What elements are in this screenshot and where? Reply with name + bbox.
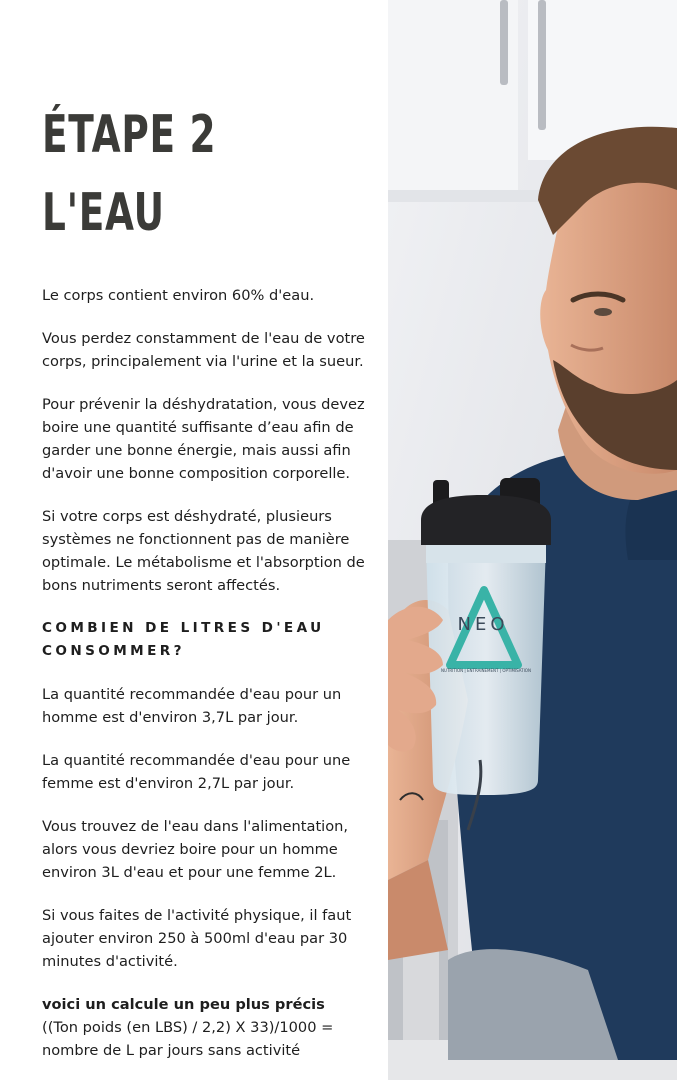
bottle-tagline: NUTRITION | ENTRAINEMENT | OPTIMISATION [441, 668, 531, 673]
section-paragraph-4: Si vous faites de l'activité physique, il faut ajouter environ 250 à 500ml d'eau par 30 minutes d'activité. [42, 907, 352, 970]
cabinet-handle-2 [538, 0, 546, 130]
man-drinking-shaker-illustration [388, 0, 677, 1080]
intro-paragraph-3: Pour prévenir la déshydratation, vous devez boire une quantité suffisante d’eau afin de garder une bonne énergie, mais aussi afin d'avoir une bonne composition corporelle. [42, 396, 365, 482]
section-heading: COMBIEN DE LITRES D'EAU CONSOMMER? [42, 620, 325, 659]
section-paragraph-3: Vous trouvez de l'eau dans l'alimentation, alors vous devriez boire pour un homme environ 3L d'eau et pour une femme 2L. [42, 818, 349, 881]
cabinet-handle [500, 0, 508, 85]
cabinet-left [388, 0, 518, 190]
intro-paragraph-2: Vous perdez constamment de l'eau de votre corps, principalement via l'urine et la sueur. [42, 330, 365, 370]
article-body [42, 284, 382, 1062]
section-paragraph-2: La quantité recommandée d'eau pour une femme est d'environ 2,7L par jour. [42, 752, 351, 792]
title-line-1: ÉTAPE 2 [42, 105, 217, 165]
bottle-lid [421, 495, 551, 545]
bottle-brand: NEO [457, 614, 509, 635]
intro-paragraph-1: Le corps contient environ 60% d'eau. [42, 287, 315, 304]
page-title [42, 96, 216, 252]
hero-photo [388, 0, 677, 1080]
intro-paragraph-4: Si votre corps est déshydraté, plusieurs systèmes ne fonctionnent pas de manière optimale. Le métabolisme et l'absorption de bons nutriments seront affectés. [42, 508, 365, 594]
calculation-label: voici un calcule un peu plus précis [42, 996, 325, 1013]
title-line-2: L'EAU [42, 183, 165, 243]
section-paragraph-1: La quantité recommandée d'eau pour un homme est d'environ 3,7L par jour. [42, 686, 342, 726]
calculation-formula: ((Ton poids (en LBS) / 2,2) X 33)/1000 = nombre de L par jours sans activité [42, 1019, 334, 1059]
calculation-block [42, 993, 382, 1062]
